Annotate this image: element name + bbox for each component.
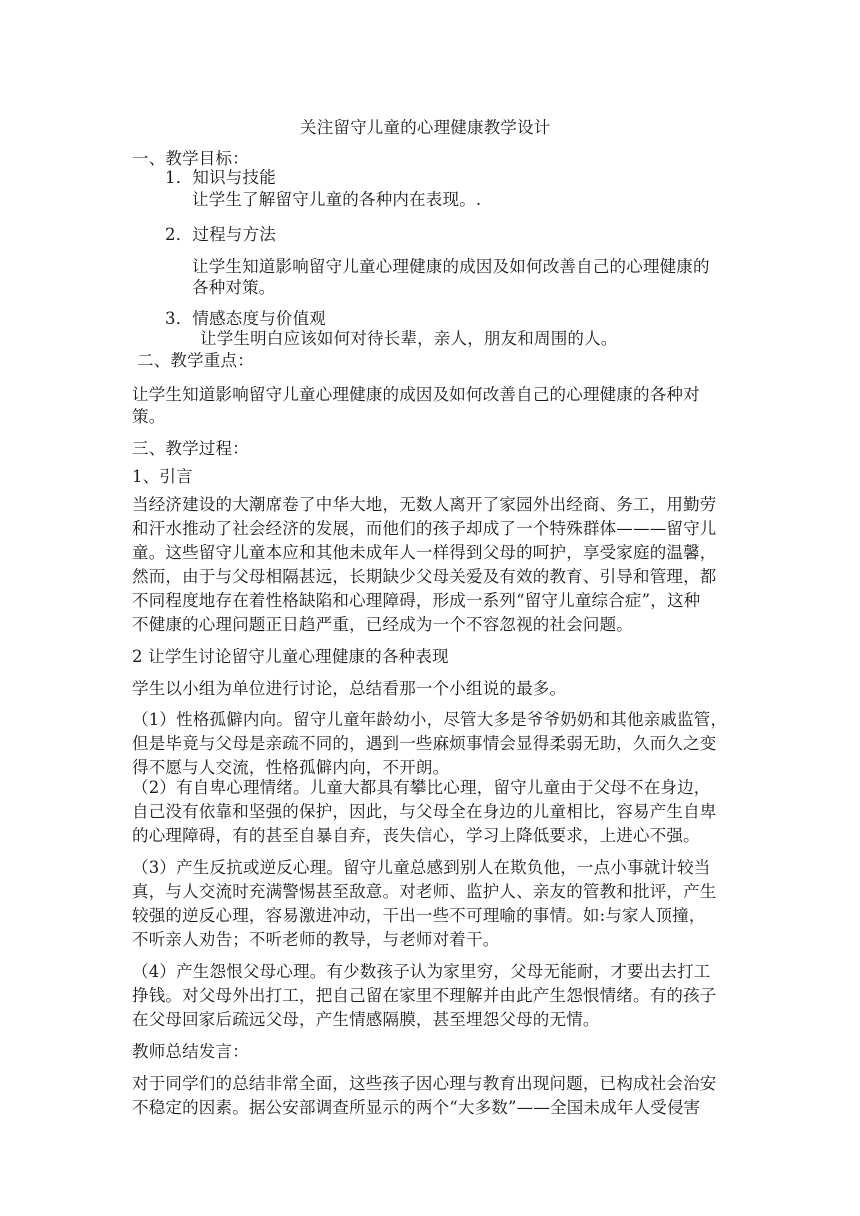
paragraph-line: 和汗水推动了社会经济的发展，而他们的孩子却成了一个特殊群体———留守儿: [132, 519, 717, 538]
paragraph-line: 在父母回家后疏远父母，产生情感隔膜，甚至埋怨父母的无情。: [132, 1010, 600, 1029]
paragraph-line: 学生以小组为单位进行讨论，总结看那一个小组说的最多。: [132, 679, 567, 698]
paragraph-line: 不听亲人劝告；不听老师的教导，与老师对着干。: [132, 930, 500, 949]
paragraph-line: 的心理障碍，有的甚至自暴自弃，丧失信心，学习上降低要求，上进心不强。: [132, 826, 700, 845]
paragraph-line: 得不愿与人交流，性格孤僻内向，不开朗。: [132, 758, 450, 777]
paragraph-line: 策。: [132, 407, 166, 426]
paragraph-line: 让学生明白应该如何对待长辈，亲人，朋友和周围的人。: [200, 329, 618, 348]
paragraph-line: 各种对策。: [192, 278, 276, 297]
subheading: 2 让学生讨论留守儿童心理健康的各种表现: [132, 647, 449, 666]
paragraph-line: 较强的逆反心理，容易激进冲动，干出一些不可理喻的事情。如:与家人顶撞，: [132, 906, 706, 925]
subheading: 2．过程与方法: [165, 225, 276, 244]
subheading: 教师总结发言：: [132, 1042, 249, 1061]
paragraph-line: 不同程度地存在着性格缺陷和心理障碍，形成一系列“留守儿童综合症”，这种: [132, 591, 701, 610]
section-heading: 二、教学重点：: [137, 351, 254, 370]
document-title: 关注留守儿童的心理健康教学设计: [300, 118, 551, 137]
paragraph-line: （1）性格孤僻内向。留守儿童年龄幼小，尽管大多是爷爷奶奶和其他亲戚监管，: [132, 710, 728, 729]
paragraph-line: 当经济建设的大潮席卷了中华大地，无数人离开了家园外出经商、务工，用勤劳: [132, 495, 717, 514]
paragraph-line: 童。这些留守儿童本应和其他未成年人一样得到父母的呵护，享受家庭的温馨，: [132, 543, 717, 562]
paragraph-line: 自己没有依靠和坚强的保护，因此，与父母全在身边的儿童相比，容易产生自卑: [132, 802, 717, 821]
subheading: 3．情感态度与价值观: [165, 309, 326, 328]
paragraph-line: （3）产生反抗或逆反心理。留守儿童总感到别人在欺负他，一点小事就计较当: [132, 858, 711, 877]
paragraph-line: （2）有自卑心理情绪。儿童大都具有攀比心理，留守儿童由于父母不在身边，: [132, 778, 711, 797]
section-heading: 一、教学目标：: [132, 149, 249, 168]
paragraph-line: 让学生知道影响留守儿童心理健康的成因及如何改善自己的心理健康的各种对: [132, 385, 700, 404]
paragraph-line: 让学生了解留守儿童的各种内在表现。.: [192, 190, 482, 209]
paragraph-line: 挣钱。对父母外出打工，把自己留在家里不理解并由此产生怨恨情绪。有的孩子: [132, 986, 717, 1005]
subheading: 1．知识与技能: [165, 168, 276, 187]
paragraph-line: 不健康的心理问题正日趋严重，已经成为一个不容忽视的社会问题。: [132, 615, 633, 634]
section-heading: 三、教学过程：: [132, 439, 249, 458]
paragraph-line: 让学生知道影响留守儿童心理健康的成因及如何改善自己的心理健康的: [192, 257, 710, 276]
paragraph-line: 不稳定的因素。据公安部调查所显示的两个“大多数”——全国未成年人受侵害: [132, 1098, 701, 1117]
paragraph-line: 但是毕竟与父母是亲疏不同的，遇到一些麻烦事情会显得柔弱无助，久而久之变: [132, 734, 717, 753]
paragraph-line: 然而，由于与父母相隔甚远，长期缺少父母关爱及有效的教育、引导和管理，都: [132, 567, 717, 586]
paragraph-line: 真，与人交流时充满警惕甚至敌意。对老师、监护人、亲友的管教和批评，产生: [132, 882, 717, 901]
subheading: 1、引言: [132, 467, 193, 486]
paragraph-line: 对于同学们的总结非常全面，这些孩子因心理与教育出现问题，已构成社会治安: [132, 1074, 717, 1093]
paragraph-line: （4）产生怨恨父母心理。有少数孩子认为家里穷，父母无能耐，才要出去打工: [132, 962, 711, 981]
